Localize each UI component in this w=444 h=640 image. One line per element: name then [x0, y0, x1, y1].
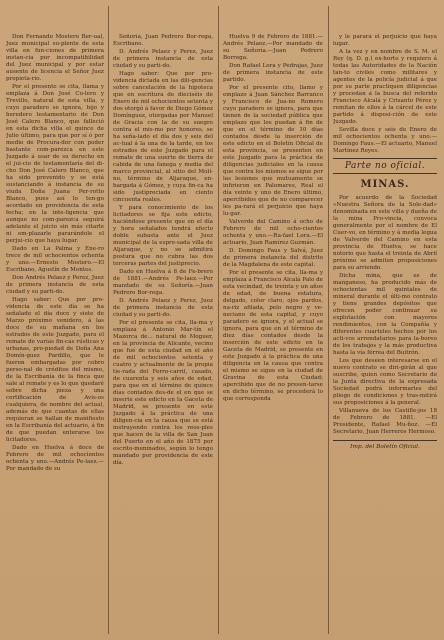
paragraph: Dado en La Palma y Ene-ro trece de mil ochocientos ochenta y uno.—Ernesto Mostero.—El Escribano, Agustín de Montes. — [6, 246, 104, 273]
paragraph: Don Andrés Pelaez y Perez, Juez de primera instancia de esta ciudad y su parti-do. — [6, 275, 104, 295]
paragraph: Por el presente cito, llamo y emplazo á Juan Sánchez Barranco y Francisco de Jua-no Romero cuyo paradero se ignora, para que tienen de la sociedad pública que emplazo que los puedan á fin de que en el término de 10 días contados desde la inserción de este edicto en el Boletín Oficial de esta provincia, se presenten en este Juzgado para la práctica de diligencias judiciales en la causa que contra los mismos se sigue por las lesiones que mutuamente se infirieron en Palomares, Real el día veinte y uno de Enero último, apercibidos que de no comparecer les pa-rará el perjuicio que haya lu-gar. — [223, 85, 323, 217]
paragraph: Don Fernando Mostero Ber-ual, Juez municipal su-plente de esta villa en fun-ciones de primera instan-cia por incompatibilidad del Juez municipal y por estar ausente de licencia el Señor Juez propieta-rio. — [6, 34, 104, 82]
paragraph: Sevilla doce y seis de Enero de mil ochocientos ochenta y uno.—Domingo Faus.—El actuario, Manuel Martínez Reyes. — [333, 127, 437, 154]
paragraph: A la vez y en nombre de S. M. el Rey (q. D. g.) ex-horto y requiero á todas las Autoridades de la Nación tan-to civiles como militares y agentes de la policía judicial á que por su parte practiquen diligencias y procedan á la busca del referido Francisco Alcalá y Crisanto Pérez y remitan de ellos á la cárcel de este partido á disposi-ción de este Juzgado. — [333, 49, 437, 125]
paragraph: y le parará el perjuicio que haya lugar. — [333, 34, 437, 47]
paragraph: D. Andrés Pelaez y Perez, Juez de primera instancia de esta ciudad y su parti-do. — [113, 49, 213, 69]
paragraph: Señoría, Juan Pedrero Bor-rega, Escribano. — [113, 34, 213, 47]
paragraph: Villanueva de los Castille-jos 18 de Febrero de 1881. —El Presidente, Rafael Mu-ñoz. —El Secretario, Juan Herreros Hermoso. — [333, 408, 437, 435]
paragraph: Hago saber: Que por pro-videncia dictada en las dili-gencias sobre cancelación de la hipoteca que en escritura de dieciséis de Enero de mil ochocientos setenta y dos otorgó á favor de Diego Gómez Domínguez, otorgadas por Manuel de Gracia con la de su suegro contra el mis-mo por honores, se ha seña-lado el día dos y seis del ac-tual á la una de la tarde, en los estrados de este Juzgado para el remate de una suerte de tierra de cabida de una fanega y media del marco provincial, al sitio del Molí-no, término de Aljaraque, en-bargada á Gómez, y cuya fin-ca ha sido justipreciada en ciento cincuenta reales. — [113, 71, 213, 203]
paragraph: Don Rafael Lora y Pedrajas, Juez de primera instancia de este partido. — [223, 63, 323, 83]
column-1 — [6, 34, 104, 632]
paragraph: Por el presente se cita, llama y emplaza á Don José Co-lero y Trevillo, natural de esta villa, y cuyo paradero se ignora, hijo y heredero testamentario de Don José Calero Blanco, que falleció en esta dicha villa el quince de Julio último, para que por sí ó por medio de Procura-dor con poder bastante com-parezca en este Juzgado á usar de su derecho en el jui-cio de testamentaría del di-cho Don José Calero Blanco, que ha sido prevenido y se está sustanciando á instancia de su viuda Doña Juana Per-rotto Blanco, pues así lo ten-go acordado en providencia de esta fecha; en la inte-ligencia que aunque no com-parezca seguirá adelante el juicio sin más citarle ni em-plazarle pararándole el perjui-cio que haya lugar. — [6, 84, 104, 244]
paragraph: Y para conocimiento de los licitadores se fija este edicto, haciéndose presente que en el día y hora señalados tendrá efecto doble subasta ante el Juez municipal de la espre-sada villa de Aljaraque, y no se admitirá postura que no cubra las dos terceras partes del justiprecio. — [113, 205, 213, 267]
section-heading: MINAS. — [360, 179, 410, 190]
column-rule — [108, 6, 109, 634]
paragraph: D. Domingo Faus y Salvá, Juez de primera instancia del distrito de la Magdalena de este capital. — [223, 248, 323, 268]
paragraph: Por el presente se cita, lla-ma y emplaza á Francisco Alcalá Palo de esta vecindad, de treinta y un años de edad, de buena estatura, delgado, color claro, ojos pardos, na-riz afilada, pelo negro y ve-neciano de esta capital, y cuyo paradero se ignora, y el actual se ignora, para que en el término de diez días contados desde la inserción de este edicto en la Gaceta de Madrid, se presente en este Juzgado á la práctica de una diligencia en la causa que contra el mismo se sigue en la ciudad de Gravina de esta Ciudad; apercibido que de no presen-tarse en dicho término, se procederá lo que corresponda — [223, 270, 323, 402]
paragraph: Dado en Huelva á doce de Febrero de mil ochocientos ochenta y uno.—Andrés Pe-laez.—Por mandado de su — [6, 445, 104, 472]
paragraph: D. Andrés Pelaez y Perez, Juez de primera instancia de esta ciudad y su parti-do. — [113, 298, 213, 318]
paragraph: Dado en Huelva á 8 de Fe-brero de 1881.—Andrés Pe-laez.—Por mandado de su Señoría.—Juan Pedrero Bor-rega. — [113, 269, 213, 296]
column-3 — [223, 34, 323, 632]
section-title: Parte no oficial. — [333, 158, 437, 174]
paragraph: Por el presente se cita, lla-ma y emplaza á Antonio Mar-tín el Mazorca de... natural de Moguer, en la provincia de Alicante, vecino que fué de esta ciudad en el año de mil ochocientos setenta y cuatro y actualmente de la propia tie-rada del Ferro-carril, casado, de cuarenta y seis años de edad, para que en el término de quince días contados des-de el en que se inserte este edicto en la Gaceta de Madrid, se presente en este Juzgado á la práctica de una diligen-cia en la causa que se está instruyendo contra los reos-ples que hacen de la villa de San Juan del Puerto en el año de 1875 por escrito-meninados, según lo tengo mandado por providencia de este día. — [113, 320, 213, 466]
column-2 — [113, 34, 213, 632]
paragraph: Huelva 9 de Febrero de 1881.—Andrés Pelaez.—Por mandado de su Señoría.—Juan Pedrero Borrega. — [223, 34, 323, 61]
paragraph: Dicha mina, que es de manganeso, ha producido más de ochocientas mil quintales de mineral durante el últi-mo contrato y tiene grandes depósitos que ofrecen poder continuar su explotación con mayores rendimientos, con la Compañía y diferentes cuarteles hechos por los acti-vos arrendatarios para la-boreo de los trabajos y la más productiva hasta la vía férrea del Buitrón. — [333, 273, 437, 356]
paragraph: Hago saber: Que por pro-videncia de este día se ha señalado el día doce y siete de Marzo próximo venidero, á las doce de su mañana en los estrados de este Juzgado, para el remate de varias fin-cas rústicas y urbanas, pro-piedad de Doña Ana Domín-guez Pardillo, que le fueron embargadas por cobro perso-nal de créditos del mismo, de la Escribanía de la finca que sale al remate y es lo que quedaré sobre dicha pieza y una certificación de Avis-os cualquiera, de nombre del actual, además de que cuantas de ellas requieran se hallan de manifiesto en la Escribanía del actuario, á fin de que puedan enterarse los licitadores. — [6, 297, 104, 443]
paragraph: Por acuerdo de la Sociedad «Nuestra Señora de la Sole-dad» denominada en este villa y dueña de la mina Pro-vincia, convoca generalmente por el nombre de El Cuer-vo, en término y á media legua de Valverde del Camino en esta provincia de Huelva, se hace notorio que hasta el treinta de Abril próximo se admiten proposiciones para su arriendo. — [333, 195, 437, 271]
column-rule — [218, 6, 219, 634]
column-rule — [328, 6, 329, 634]
paragraph: Los que deseen interesarse en el nuevo contrato se diri-girán al que suscribe, quien como Secretario de la Junta directiva de la expresada Sociedad podrá informarles del pliego de condiciones y tras-mitirá sus proposiciones á la general. — [333, 358, 437, 406]
paragraph: Valverde del Camino á ocho de Febrero de mil ocho-cientos ochenta y uno.—Ra-fael Lora.—El actuario, Juan Ramírez Guzmán. — [223, 219, 323, 246]
printer-footer: Imp. del Boletín Oficial. — [333, 440, 437, 451]
column-4 — [333, 34, 437, 632]
